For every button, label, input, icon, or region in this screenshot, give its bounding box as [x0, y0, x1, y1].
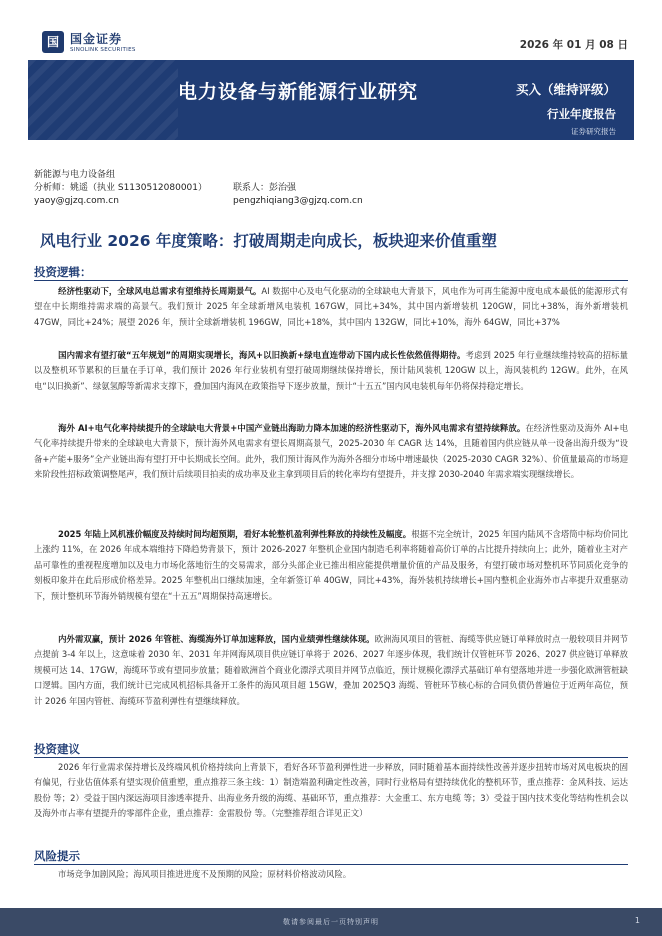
paragraph-5-lead: 内外需双赢，预计 2026 年管桩、海缆海外订单加速释放，国内业绩弹性继续体现。: [58, 634, 375, 644]
analyst-info: [34, 169, 207, 208]
contact-name: 联系人：彭治强: [233, 183, 297, 193]
report-title: 风电行业 2026 年度策略：打破周期走向成长，板块迎来价值重塑: [40, 232, 497, 250]
section-divider: [34, 757, 628, 758]
section-title-risk: 风险提示: [34, 849, 80, 863]
page-number: 1: [634, 916, 640, 925]
paragraph-suggest: [34, 760, 628, 822]
analyst-email[interactable]: yaoy@gjzq.com.cn: [34, 196, 119, 206]
contact-info: [233, 182, 363, 208]
company-logo: [42, 30, 136, 53]
paragraph-2-body: 考虑到 2025 年行业继续维持较高的招标量以及整机环节累积的巨量在手订单，我们预计 2026 年行业装机有望打破周期继续保持增长，预计陆风装机 120GW 以上，海风装机约 12GW。此外，在风电“以旧换新”、绿氨氢醇等新需求支撑下，叠加国内海风在政策指导下逐步放量，预计“十五五”国内风电装机每年仍将保持稳定增长。: [34, 350, 628, 391]
paragraph-2: [34, 348, 628, 394]
section-divider: [34, 864, 628, 865]
paragraph-1-lead: 经济性驱动下，全球风电总需求有望维持长周期景气。: [58, 286, 262, 296]
section-title-logic: 投资逻辑：: [34, 265, 92, 279]
banner-title: 电力设备与新能源行业研究: [178, 81, 419, 103]
research-group: 新能源与电力设备组: [34, 170, 116, 180]
report-date: 2026 年 01 月 08 日: [519, 39, 628, 51]
title-banner: [28, 60, 634, 140]
paragraph-4-body: 根据不完全统计，2025 年国内陆风不含塔筒中标均价同比上涨约 11%，在 2026 年成本端维持下降趋势背景下，预计 2026-2027 年整机企业国内制造毛利率将随着高价订单的占比提升持续向上；此外，随着业主对产品可靠性的重视程度增加以及电力市场化落地衍生的交易需求，部分头部企业已推出相应能提供增量价值的产品及服务，有望打破市场对整机环节同质化竞争的刻板印象并在此后形成价格差异。2025 年整机出口继续加速，全年新签订单 40GW，同比+43%，海外装机持续增长+国内整机企业海外市占率提升双重驱动下，预计整机环节海外销规模有望在“十五五”周期保持高速增长。: [34, 529, 628, 601]
paragraph-risk-body: 市场竞争加剧风险；海风项目推进进度不及预期的风险；原材料价格波动风险。: [58, 869, 352, 879]
paragraph-4-lead: 2025 年陆上风机涨价幅度及持续时间均超预期，看好本轮整机盈利弹性释放的持续性及幅度。: [58, 529, 412, 539]
report-subtype: 证券研究报告: [571, 127, 616, 136]
rating-label: 买入（维持评级）: [515, 82, 616, 97]
section-divider: [34, 280, 628, 281]
analyst-name: 分析师：姚遥（执业 S1130512080001）: [34, 183, 208, 193]
paragraph-1: [34, 284, 628, 330]
contact-email[interactable]: pengzhiqiang3@gjzq.com.cn: [233, 196, 363, 206]
page-footer: [0, 908, 662, 936]
paragraph-2-lead: 国内需求有望打破“五年规划”的周期实现增长，海风+以旧换新+绿电直连带动下国内成长性依然值得期待。: [58, 350, 466, 360]
paragraph-1-body: AI 数据中心及电气化驱动的全球缺电大背景下，风电作为可再生能源中度电成本最低的能源形式有望在中长期维持需求端的高景气。我们预计 2025 年全球新增风电装机 167GW，同比+34%，其中国内新增装机 120GW，同比+38%，海外新增装机 47GW，同比+24%；展望 2026 年，预计全球新增装机 196GW，同比+18%，其中国内 132GW，同比+10%，海外 64GW，同比+37%: [34, 286, 629, 327]
paragraph-3-lead: 海外 AI+电气化率持续提升的全球缺电大背景+中国产业链出海助力降本加速的经济性驱动下，海外风电需求有望持续释放。: [58, 423, 526, 433]
logo-name-en: SINOLINK SECURITIES: [70, 47, 136, 53]
paragraph-5-body: 欧洲海风项目的管桩、海缆等供应链订单释放时点一般较项目并网节点提前 3-4 年以上，这意味着 2030 年、2031 年并网海风项目供应链订单将于 2026、2027 年逐步体现，我们统计仅管桩环节 2026、2027 供应链订单释放规模可达 14、17GW，海缆环节或有望同步放量；随着欧洲首个商业化漂浮式项目并网节点临近，预计规模化漂浮式基础订单有望落地并进一步强化欧洲管桩缺口逻辑。国内方面，我们统计已完成风机招标具备开工条件的海风项目超 15GW，叠加 2025Q3 海缆、管桩环节核心标的合同负债仍普遍位于近两年高位，预计 2026 年国内管桩、海缆环节盈利弹性有望继续释放。: [34, 634, 629, 706]
paragraph-suggest-body: 2026 年行业需求保持增长及终端风机价格持续向上背景下，看好各环节盈利弹性进一步释放，同时随着基本面持续性改善并逐步扭转市场对风电板块的固有偏见，行业估值体系有望实现价值重塑，重点推荐三条主线：1）制造端盈利确定性改善，同时行业格局有望持续优化的整机环节，重点推荐：金风科技、运达股份 等；2）受益于国内深远海项目渗透率提升、出海业务升级的海缆、基础环节，重点推荐：大金重工、东方电缆 等；3）受益于国内技术变化等结构性机会以及海外市占率有望提升的零部件企业，重点推荐：金雷股份 等。（完整推荐组合详见正文）: [34, 762, 628, 819]
paragraph-5: [34, 632, 628, 709]
paragraph-risk: [34, 867, 628, 882]
paragraph-3: [34, 421, 628, 483]
report-type: 行业年度报告: [547, 107, 616, 121]
paragraph-4: [34, 527, 628, 604]
paragraph-3-body: 在经济性驱动及海外 AI+电气化率持续提升带来的全球缺电大背景下，预计海外风电需求有望长周期高景气，2025-2030 年 CAGR 达 14%，且随着国内供应链从单一设备出海升级为“设备+产能+服务”全产业链出海有望打开中长期成长空间。此外，我们预计海风作为海外各细分市场中增速最快（2025-2030 CAGR 32%）、价值量最高的市场迎来阶段性招标政策调整尾声，我们预计后续项目拍卖的成功率及业主拿到项目后的转化率均有望提升，并支撑 2030-2040 年需求端实现继续增长。: [34, 423, 628, 480]
footer-disclaimer: 敬请参阅最后一页特别声明: [283, 918, 379, 926]
logo-name-cn: 国金证券: [70, 32, 123, 46]
banner-pattern: [28, 60, 178, 140]
logo-mark-icon: 国: [42, 31, 64, 53]
section-title-suggest: 投资建议: [34, 742, 80, 756]
